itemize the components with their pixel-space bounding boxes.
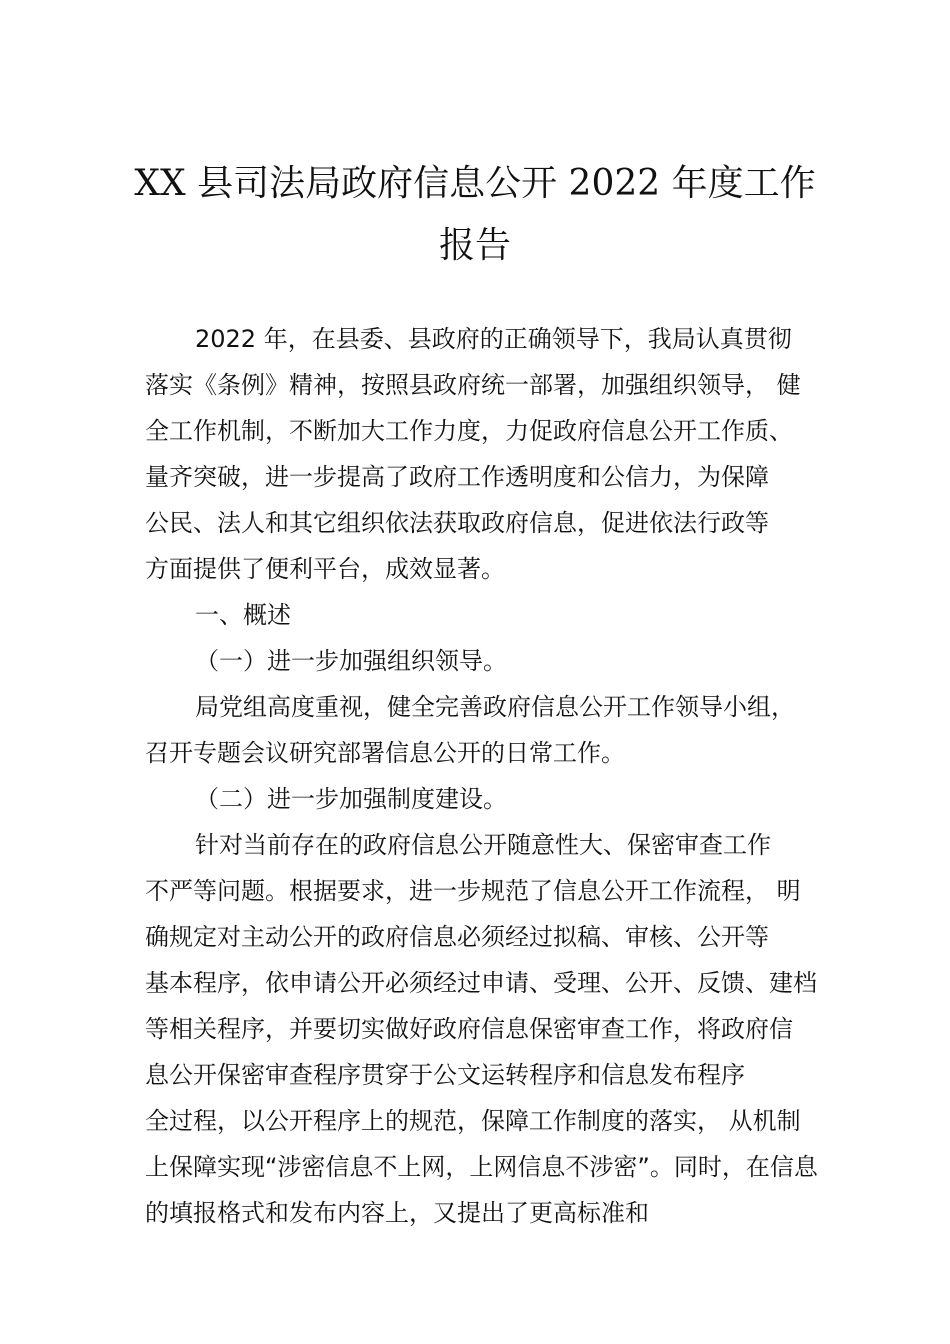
- paragraph-system-line-5: 等相关程序，并要切实做好政府信息保密审查工作，将政府信: [145, 1015, 793, 1043]
- document-title-line-2: 报告: [438, 225, 511, 266]
- paragraph-system-line-9: 的填报格式和发布内容上，又提出了更高标准和: [145, 1199, 649, 1227]
- paragraph-system-line-6: 息公开保密审查程序贯穿于公文运转程序和信息发布程序: [145, 1061, 745, 1089]
- subsection-heading-2: （二）进一步加强制度建设。: [195, 785, 507, 813]
- paragraph-system-line-8: 上保障实现“涉密信息不上网，上网信息不涉密”。同时，在信息: [145, 1153, 818, 1181]
- subsection-heading-1: （一）进一步加强组织领导。: [195, 647, 507, 675]
- paragraph-system-line-7: 全过程，以公开程序上的规范，保障工作制度的落实， 从机制: [145, 1107, 801, 1135]
- paragraph-leadership-line-1: 局党组高度重视，健全完善政府信息公开工作领导小组，: [195, 693, 795, 721]
- paragraph-system-line-1: 针对当前存在的政府信息公开随意性大、保密审查工作: [195, 831, 771, 859]
- paragraph-intro-line-5: 公民、法人和其它组织依法获取政府信息，促进依法行政等: [145, 509, 769, 537]
- paragraph-intro-line-1: 2022 年，在县委、县政府的正确领导下，我局认真贯彻: [195, 325, 792, 353]
- paragraph-system-line-4: 基本程序，依申请公开必须经过申请、受理、公开、反馈、建档: [145, 969, 817, 997]
- paragraph-intro-line-3: 全工作机制，不断加大工作力度，力促政府信息公开工作质、: [145, 417, 793, 445]
- paragraph-intro-line-6: 方面提供了便利平台，成效显著。: [145, 555, 505, 583]
- paragraph-system-line-3: 确规定对主动公开的政府信息必须经过拟稿、审核、公开等: [145, 923, 769, 951]
- paragraph-leadership-line-2: 召开专题会议研究部署信息公开的日常工作。: [145, 739, 625, 767]
- paragraph-intro-line-2: 落实《条例》精神，按照县政府统一部署，加强组织领导， 健: [145, 371, 801, 399]
- section-heading-overview: 一、概述: [195, 601, 291, 629]
- paragraph-system-line-2: 不严等问题。根据要求，进一步规范了信息公开工作流程， 明: [145, 877, 801, 905]
- paragraph-intro-line-4: 量齐突破，进一步提高了政府工作透明度和公信力，为保障: [145, 463, 769, 491]
- document-title-line-1: XX 县司法局政府信息公开 2022 年度工作: [134, 163, 816, 204]
